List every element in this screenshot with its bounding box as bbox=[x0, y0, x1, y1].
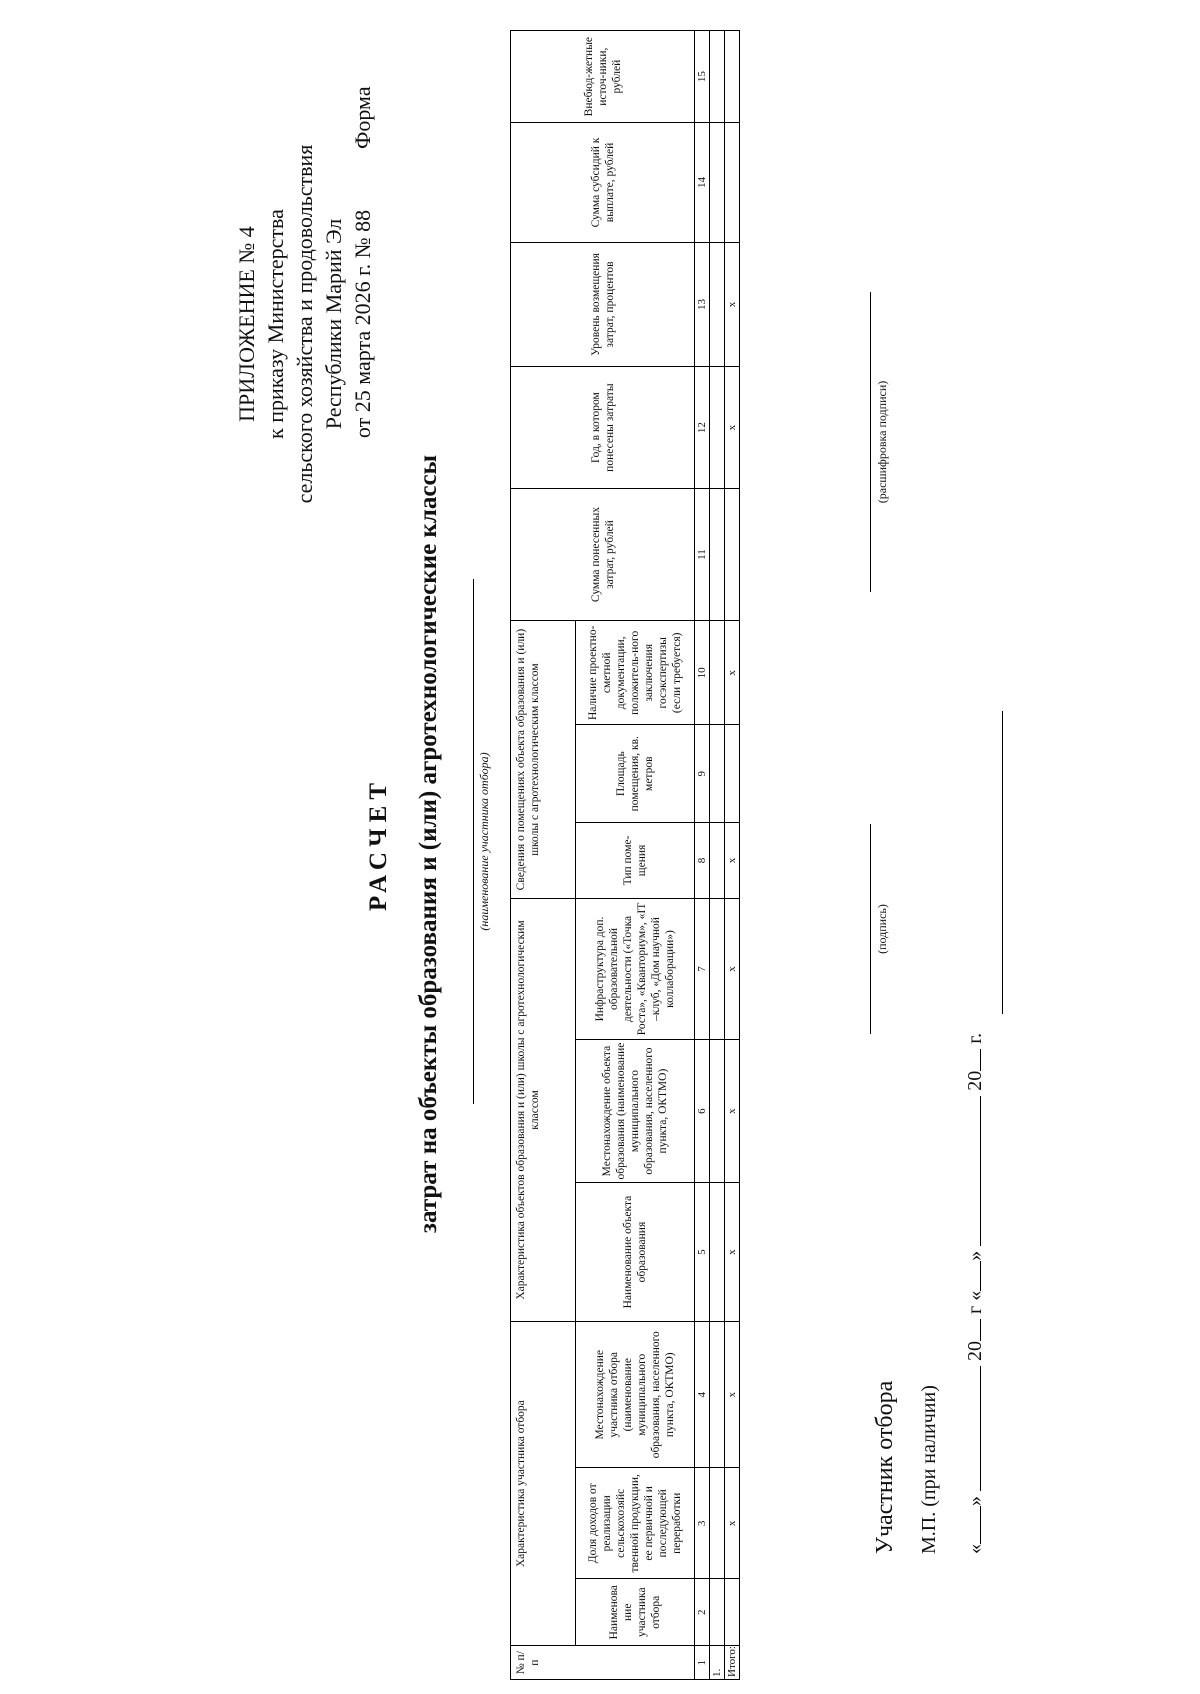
column-number: 13 bbox=[695, 242, 710, 367]
column-number: 15 bbox=[695, 31, 710, 123]
total-cell: x bbox=[725, 367, 740, 489]
header-col-12: Год, в котором понесены затраты bbox=[511, 367, 695, 489]
column-number: 1 bbox=[695, 1646, 710, 1680]
day-field[interactable] bbox=[960, 1506, 981, 1544]
appendix-line: Республики Марий Эл bbox=[321, 218, 346, 430]
month-field-2[interactable] bbox=[960, 1096, 981, 1246]
form-label: Форма bbox=[350, 86, 375, 149]
month-field[interactable] bbox=[960, 1366, 981, 1491]
column-number: 7 bbox=[695, 898, 710, 1039]
header-col-3: Доля доходов от реализации сельскохозяйс твенной продукции, ее первичной и последующей переработки bbox=[576, 1468, 695, 1579]
column-number: 10 bbox=[695, 621, 710, 725]
header-col-10: Наличие проектно-сметной документации, положитель-ного заключения госэкспертизы (если требуется) bbox=[576, 621, 695, 725]
total-cell[interactable] bbox=[725, 488, 740, 620]
date-year-prefix: 20 bbox=[964, 1341, 986, 1361]
input-cell[interactable] bbox=[710, 488, 725, 620]
row-number-cell: 1. bbox=[710, 1646, 725, 1680]
header-col-8: Тип поме-щения bbox=[576, 823, 695, 899]
input-cell[interactable] bbox=[710, 31, 725, 123]
date-quote-close: » bbox=[964, 1496, 986, 1506]
total-cell: x bbox=[725, 1322, 740, 1468]
participant-label: Участник отбора bbox=[872, 1380, 898, 1554]
stamp-label: М.П. (при наличии) bbox=[918, 1385, 940, 1554]
total-cell: x bbox=[725, 823, 740, 899]
total-cell: x bbox=[725, 1039, 740, 1182]
calculation-table bbox=[510, 30, 740, 1680]
input-cell[interactable] bbox=[710, 242, 725, 367]
header-col-15: Внебюд-жетные источ-ники, рублей bbox=[511, 31, 695, 123]
total-cell[interactable] bbox=[725, 1579, 740, 1646]
column-number: 4 bbox=[695, 1322, 710, 1468]
input-cell[interactable] bbox=[710, 1322, 725, 1468]
input-cell[interactable] bbox=[710, 123, 725, 242]
appendix-header bbox=[232, 124, 377, 524]
signature-caption: (подпись) bbox=[875, 904, 889, 954]
header-col-13: Уровень возмещения затрат, процентов bbox=[511, 242, 695, 367]
header-col-11: Сумма понесенных затрат, рублей bbox=[511, 488, 695, 620]
date-quote-close-2: » bbox=[964, 1250, 986, 1261]
column-number: 14 bbox=[695, 123, 710, 242]
document-subtitle: затрат на объекты образования и (или) агротехнологические классы bbox=[415, 454, 442, 1234]
total-cell: x bbox=[725, 898, 740, 1039]
appendix-line: сельского хозяйства и продовольствия bbox=[292, 144, 317, 504]
total-cell: x bbox=[725, 621, 740, 725]
participant-name-line[interactable] bbox=[473, 579, 474, 1104]
header-col-6: Местонахождение объекта образования (наименование муниципального образования, населенного пункта, ОКТМО) bbox=[576, 1039, 695, 1182]
total-cell: x bbox=[725, 1468, 740, 1579]
input-cell[interactable] bbox=[710, 1468, 725, 1579]
column-number: 3 bbox=[695, 1468, 710, 1579]
date-year-prefix-2: 20 bbox=[964, 1070, 986, 1091]
date-quote-open: « bbox=[964, 1544, 986, 1554]
header-col-9: Площадь помещения, кв. метров bbox=[576, 725, 695, 823]
date-row bbox=[960, 1033, 987, 1554]
document-title: РАСЧЕТ bbox=[365, 777, 392, 912]
appendix-line: ПРИЛОЖЕНИЕ № 4 bbox=[234, 226, 259, 422]
input-cell[interactable] bbox=[710, 1579, 725, 1646]
header-col-5: Наименование объекта образования bbox=[576, 1183, 695, 1322]
column-number-row bbox=[695, 31, 710, 1680]
header-col-2: Наименова ние участника отбора bbox=[576, 1579, 695, 1646]
column-number: 11 bbox=[695, 488, 710, 620]
day-field-2[interactable] bbox=[960, 1261, 981, 1291]
year-field[interactable] bbox=[960, 1319, 981, 1341]
header-group-premises: Сведения о помещениях объекта образования и (или) школы с агротехнологическим классом bbox=[511, 621, 576, 899]
signature-decode-caption: (расшифровка подписи) bbox=[875, 380, 889, 504]
input-cell[interactable] bbox=[710, 1183, 725, 1322]
input-cell[interactable] bbox=[710, 1039, 725, 1182]
column-number: 2 bbox=[695, 1579, 710, 1646]
column-number: 5 bbox=[695, 1183, 710, 1322]
header-col-4: Местонахождение участника отбора (наименование муниципального образования, населенного пункта, ОКТМО) bbox=[576, 1322, 695, 1468]
total-cell: x bbox=[725, 242, 740, 367]
signature-decode-line[interactable] bbox=[870, 292, 871, 592]
input-cell[interactable] bbox=[710, 823, 725, 899]
signature-line[interactable] bbox=[870, 824, 871, 1034]
column-number: 12 bbox=[695, 367, 710, 489]
total-cell[interactable] bbox=[725, 725, 740, 823]
participant-name-caption: (наименование участника отбора) bbox=[477, 752, 491, 931]
total-row bbox=[725, 31, 740, 1680]
input-cell[interactable] bbox=[710, 367, 725, 489]
column-number: 8 bbox=[695, 823, 710, 899]
year-field-2[interactable] bbox=[960, 1049, 981, 1071]
header-group-objects: Характеристика объектов образования и (или) школы с агротехнологическим классом bbox=[511, 898, 576, 1321]
header-col-14: Сумма субсидий к выплате, рублей bbox=[511, 123, 695, 242]
total-cell: x bbox=[725, 1183, 740, 1322]
appendix-line: от 25 марта 2026 г. № 88 bbox=[350, 209, 375, 439]
input-cell[interactable] bbox=[710, 898, 725, 1039]
total-cell[interactable] bbox=[725, 123, 740, 242]
column-number: 6 bbox=[695, 1039, 710, 1182]
date-suffix: г « bbox=[964, 1290, 986, 1314]
total-cell[interactable] bbox=[725, 31, 740, 123]
header-col-1: № п/п bbox=[511, 1646, 695, 1680]
header-col-7: Инфраструктура доп. образовательной деятельности («Точка Роста», «Кванториум», «IT –клуб, «Дом научной коллаборации») bbox=[576, 898, 695, 1039]
table-row bbox=[710, 31, 725, 1680]
appendix-line: к приказу Министерства bbox=[263, 209, 288, 439]
total-label: Итого: bbox=[725, 1646, 740, 1680]
input-cell[interactable] bbox=[710, 725, 725, 823]
input-cell[interactable] bbox=[710, 621, 725, 725]
date-underline bbox=[1002, 711, 1003, 1014]
date-end: г. bbox=[964, 1032, 986, 1044]
column-number: 9 bbox=[695, 725, 710, 823]
header-group-participant: Характеристика участника отбора bbox=[511, 1322, 576, 1646]
